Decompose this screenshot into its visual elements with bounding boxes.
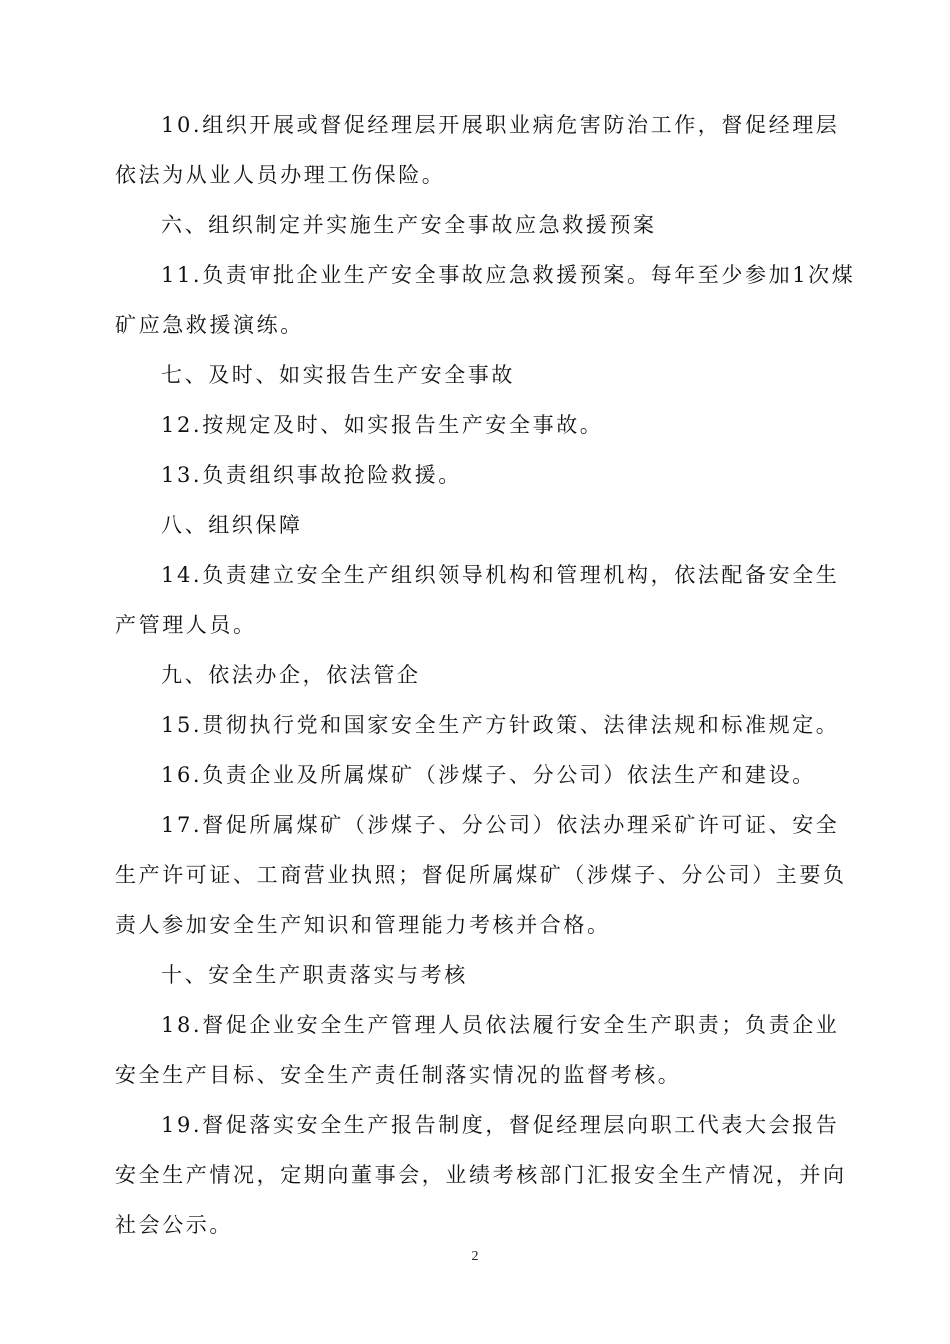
- section-heading-6: 六、组织制定并实施生产安全事故应急救援预案: [161, 213, 657, 237]
- section-heading-8: 八、组织保障: [161, 513, 303, 537]
- page-number: 2: [471, 1249, 479, 1264]
- section-heading-7: 七、及时、如实报告生产安全事故: [161, 363, 515, 387]
- paragraph-item-10: 10.组织开展或督促经理层开展职业病危害防治工作，督促经理层依法为从业人员办理工伤保险。: [115, 113, 840, 187]
- section-heading-10: 十、安全生产职责落实与考核: [161, 963, 468, 987]
- paragraph-item-18: 18.督促企业安全生产管理人员依法履行安全生产职责；负责企业安全生产目标、安全生产责任制落实情况的监督考核。: [115, 1013, 840, 1087]
- document-body: [115, 100, 860, 1250]
- section-heading-9: 九、依法办企，依法管企: [161, 663, 421, 687]
- paragraph-item-14: 14.负责建立安全生产组织领导机构和管理机构，依法配备安全生产管理人员。: [115, 563, 840, 637]
- paragraph-item-15: 15.贯彻执行党和国家安全生产方针政策、法律法规和标准规定。: [161, 713, 840, 737]
- paragraph-item-11: 11.负责审批企业生产安全事故应急救援预案。每年至少参加1次煤矿应急救援演练。: [115, 263, 856, 337]
- paragraph-item-13: 13.负责组织事故抢险救援。: [161, 463, 462, 487]
- paragraph-item-12: 12.按规定及时、如实报告生产安全事故。: [161, 413, 604, 437]
- paragraph-item-16: 16.负责企业及所属煤矿（涉煤子、分公司）依法生产和建设。: [161, 763, 816, 787]
- paragraph-item-17: 17.督促所属煤矿（涉煤子、分公司）依法办理采矿许可证、安全生产许可证、工商营业执照；督促所属煤矿（涉煤子、分公司）主要负责人参加安全生产知识和管理能力考核并合格。: [115, 813, 847, 937]
- paragraph-item-19: 19.督促落实安全生产报告制度，督促经理层向职工代表大会报告安全生产情况，定期向董事会，业绩考核部门汇报安全生产情况，并向社会公示。: [115, 1113, 847, 1237]
